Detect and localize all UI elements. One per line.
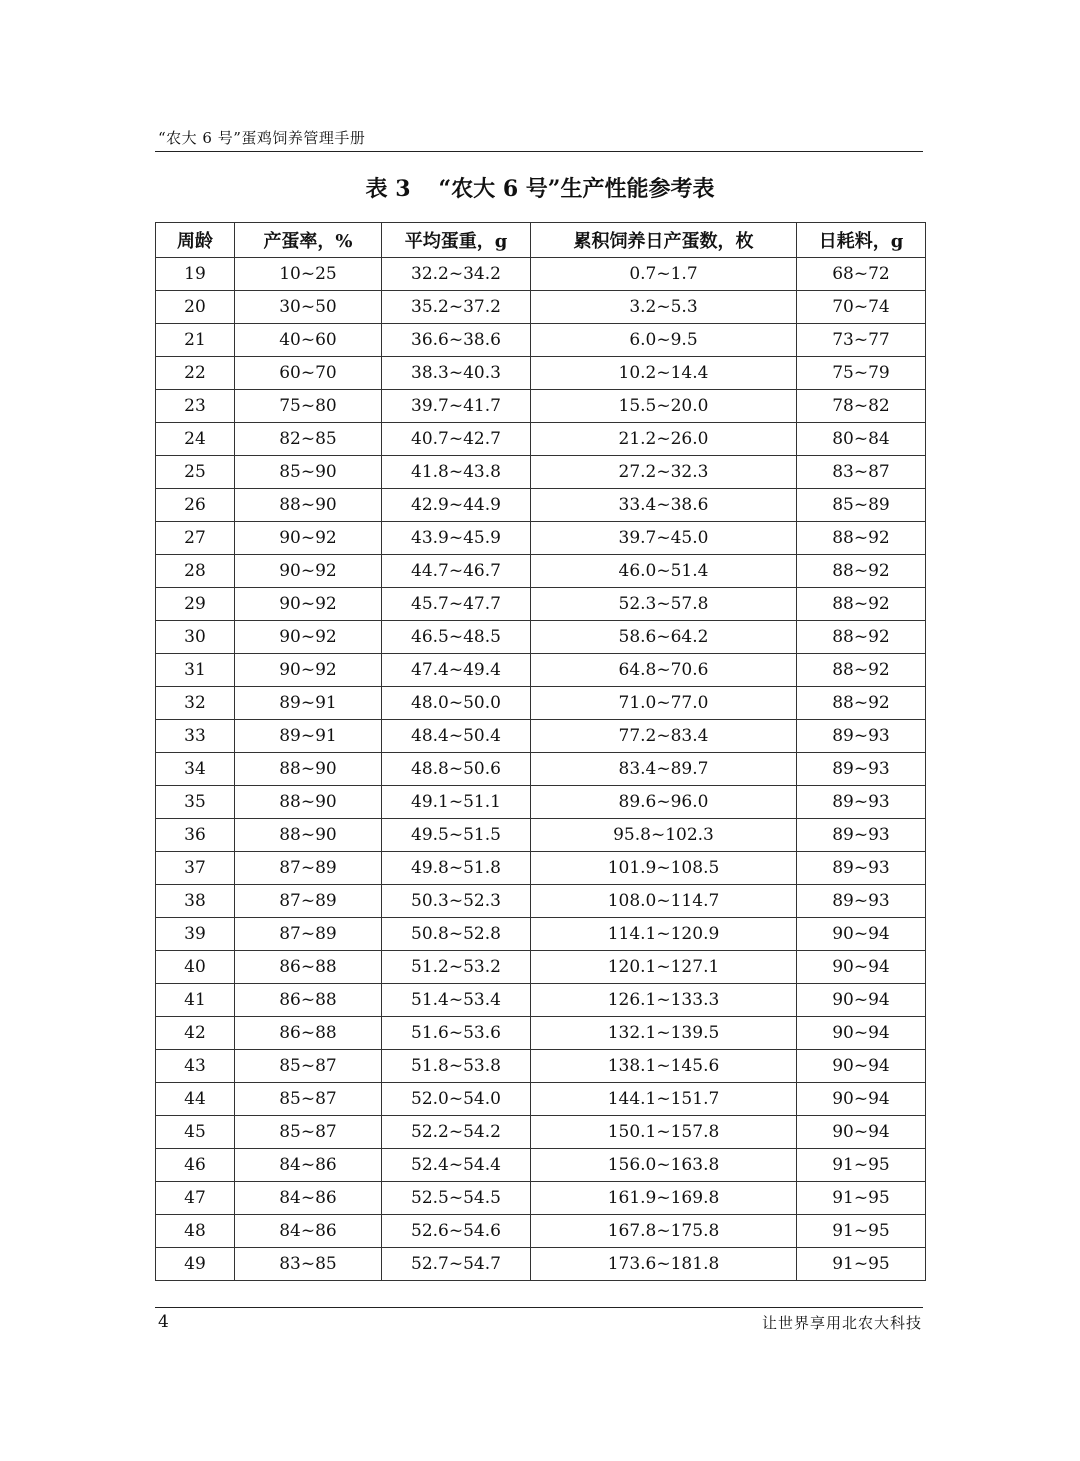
table-row xyxy=(156,1182,926,1215)
table-cell-cumulative-eggs: 101.9~108.5 xyxy=(531,852,797,885)
table-cell-daily-feed: 88~92 xyxy=(797,621,926,654)
table-row xyxy=(156,357,926,390)
table-cell-avg-egg-weight: 50.8~52.8 xyxy=(382,918,531,951)
table-cell-daily-feed: 88~92 xyxy=(797,588,926,621)
footer-slogan: 让世界享用北农大科技 xyxy=(761,1314,922,1332)
table-cell-laying-rate: 86~88 xyxy=(235,1017,382,1050)
table-cell-daily-feed: 91~95 xyxy=(797,1182,926,1215)
table-cell-week-age: 27 xyxy=(156,522,235,555)
table-cell-daily-feed: 90~94 xyxy=(797,951,926,984)
table-cell-laying-rate: 85~87 xyxy=(235,1083,382,1116)
table-cell-week-age: 35 xyxy=(156,786,235,819)
table-cell-week-age: 44 xyxy=(156,1083,235,1116)
table-cell-cumulative-eggs: 156.0~163.8 xyxy=(531,1149,797,1182)
table-row xyxy=(156,1149,926,1182)
table-cell-daily-feed: 89~93 xyxy=(797,786,926,819)
column-header-week-age: 周龄 xyxy=(156,223,235,258)
table-cell-laying-rate: 88~90 xyxy=(235,819,382,852)
table-cell-daily-feed: 89~93 xyxy=(797,720,926,753)
table-cell-daily-feed: 88~92 xyxy=(797,654,926,687)
table-cell-daily-feed: 91~95 xyxy=(797,1248,926,1281)
table-body xyxy=(156,258,926,1281)
table-cell-avg-egg-weight: 51.2~53.2 xyxy=(382,951,531,984)
table-cell-cumulative-eggs: 64.8~70.6 xyxy=(531,654,797,687)
running-header: “农大 6 号”蛋鸡饲养管理手册 xyxy=(158,129,366,147)
table-row xyxy=(156,1083,926,1116)
column-header-avg-egg-weight: 平均蛋重，g xyxy=(382,223,531,258)
table-cell-laying-rate: 86~88 xyxy=(235,984,382,1017)
table-row xyxy=(156,390,926,423)
table-cell-daily-feed: 75~79 xyxy=(797,357,926,390)
table-cell-daily-feed: 83~87 xyxy=(797,456,926,489)
column-header-laying-rate: 产蛋率，% xyxy=(235,223,382,258)
table-row xyxy=(156,852,926,885)
table-cell-avg-egg-weight: 52.4~54.4 xyxy=(382,1149,531,1182)
table-cell-cumulative-eggs: 150.1~157.8 xyxy=(531,1116,797,1149)
table-cell-laying-rate: 84~86 xyxy=(235,1215,382,1248)
table-cell-week-age: 19 xyxy=(156,258,235,291)
table-cell-laying-rate: 86~88 xyxy=(235,951,382,984)
table-row xyxy=(156,291,926,324)
table-cell-week-age: 23 xyxy=(156,390,235,423)
table-cell-avg-egg-weight: 48.4~50.4 xyxy=(382,720,531,753)
table-cell-laying-rate: 87~89 xyxy=(235,885,382,918)
table-cell-laying-rate: 90~92 xyxy=(235,555,382,588)
table-cell-cumulative-eggs: 138.1~145.6 xyxy=(531,1050,797,1083)
table-cell-daily-feed: 89~93 xyxy=(797,753,926,786)
table-cell-week-age: 43 xyxy=(156,1050,235,1083)
table-cell-avg-egg-weight: 41.8~43.8 xyxy=(382,456,531,489)
table-cell-laying-rate: 87~89 xyxy=(235,918,382,951)
table-row xyxy=(156,753,926,786)
table-cell-cumulative-eggs: 108.0~114.7 xyxy=(531,885,797,918)
table-cell-laying-rate: 88~90 xyxy=(235,786,382,819)
table-row xyxy=(156,1116,926,1149)
table-cell-daily-feed: 90~94 xyxy=(797,918,926,951)
table-row xyxy=(156,1050,926,1083)
table-cell-laying-rate: 30~50 xyxy=(235,291,382,324)
table-cell-week-age: 24 xyxy=(156,423,235,456)
table-cell-laying-rate: 89~91 xyxy=(235,687,382,720)
table-cell-week-age: 26 xyxy=(156,489,235,522)
table-cell-week-age: 40 xyxy=(156,951,235,984)
table-cell-week-age: 30 xyxy=(156,621,235,654)
table-cell-avg-egg-weight: 40.7~42.7 xyxy=(382,423,531,456)
table-row xyxy=(156,522,926,555)
table-cell-daily-feed: 88~92 xyxy=(797,522,926,555)
table-row xyxy=(156,885,926,918)
table-row xyxy=(156,1017,926,1050)
table-cell-week-age: 33 xyxy=(156,720,235,753)
table-cell-laying-rate: 90~92 xyxy=(235,522,382,555)
table-cell-week-age: 38 xyxy=(156,885,235,918)
table-cell-cumulative-eggs: 39.7~45.0 xyxy=(531,522,797,555)
table-cell-cumulative-eggs: 71.0~77.0 xyxy=(531,687,797,720)
table-row xyxy=(156,621,926,654)
table-cell-week-age: 46 xyxy=(156,1149,235,1182)
table-cell-daily-feed: 68~72 xyxy=(797,258,926,291)
table-cell-cumulative-eggs: 89.6~96.0 xyxy=(531,786,797,819)
table-cell-avg-egg-weight: 48.8~50.6 xyxy=(382,753,531,786)
table-cell-week-age: 34 xyxy=(156,753,235,786)
table-row xyxy=(156,687,926,720)
table-cell-week-age: 49 xyxy=(156,1248,235,1281)
table-cell-avg-egg-weight: 52.2~54.2 xyxy=(382,1116,531,1149)
table-cell-avg-egg-weight: 50.3~52.3 xyxy=(382,885,531,918)
table-cell-laying-rate: 87~89 xyxy=(235,852,382,885)
table-row xyxy=(156,258,926,291)
table-cell-avg-egg-weight: 49.1~51.1 xyxy=(382,786,531,819)
table-cell-laying-rate: 90~92 xyxy=(235,588,382,621)
table-cell-daily-feed: 90~94 xyxy=(797,1017,926,1050)
table-cell-daily-feed: 80~84 xyxy=(797,423,926,456)
table-row xyxy=(156,489,926,522)
table-cell-avg-egg-weight: 49.8~51.8 xyxy=(382,852,531,885)
performance-table xyxy=(155,222,926,1281)
table-cell-daily-feed: 88~92 xyxy=(797,555,926,588)
table-cell-avg-egg-weight: 51.8~53.8 xyxy=(382,1050,531,1083)
table-cell-laying-rate: 85~87 xyxy=(235,1116,382,1149)
table-cell-avg-egg-weight: 46.5~48.5 xyxy=(382,621,531,654)
table-cell-cumulative-eggs: 15.5~20.0 xyxy=(531,390,797,423)
table-cell-week-age: 32 xyxy=(156,687,235,720)
table-cell-week-age: 28 xyxy=(156,555,235,588)
table-cell-laying-rate: 60~70 xyxy=(235,357,382,390)
table-cell-avg-egg-weight: 51.4~53.4 xyxy=(382,984,531,1017)
table-title-text: “农大 6 号”生产性能参考表 xyxy=(438,176,715,202)
table-cell-avg-egg-weight: 36.6~38.6 xyxy=(382,324,531,357)
table-cell-laying-rate: 84~86 xyxy=(235,1149,382,1182)
table-cell-cumulative-eggs: 46.0~51.4 xyxy=(531,555,797,588)
table-cell-cumulative-eggs: 3.2~5.3 xyxy=(531,291,797,324)
table-cell-laying-rate: 83~85 xyxy=(235,1248,382,1281)
table-cell-cumulative-eggs: 114.1~120.9 xyxy=(531,918,797,951)
table-cell-avg-egg-weight: 45.7~47.7 xyxy=(382,588,531,621)
table-cell-daily-feed: 88~92 xyxy=(797,687,926,720)
table-header-row xyxy=(156,223,926,258)
table-cell-cumulative-eggs: 52.3~57.8 xyxy=(531,588,797,621)
table-cell-cumulative-eggs: 173.6~181.8 xyxy=(531,1248,797,1281)
table-cell-cumulative-eggs: 6.0~9.5 xyxy=(531,324,797,357)
table-row xyxy=(156,1248,926,1281)
table-cell-week-age: 37 xyxy=(156,852,235,885)
table-row xyxy=(156,1215,926,1248)
table-cell-daily-feed: 70~74 xyxy=(797,291,926,324)
table-cell-daily-feed: 85~89 xyxy=(797,489,926,522)
table-row xyxy=(156,456,926,489)
table-cell-avg-egg-weight: 51.6~53.6 xyxy=(382,1017,531,1050)
table-cell-laying-rate: 82~85 xyxy=(235,423,382,456)
table-cell-avg-egg-weight: 48.0~50.0 xyxy=(382,687,531,720)
table-row xyxy=(156,786,926,819)
column-header-daily-feed: 日耗料，g xyxy=(797,223,926,258)
table-cell-cumulative-eggs: 95.8~102.3 xyxy=(531,819,797,852)
page-number: 4 xyxy=(158,1312,169,1332)
table-cell-daily-feed: 89~93 xyxy=(797,852,926,885)
table-row xyxy=(156,588,926,621)
table-row xyxy=(156,819,926,852)
table-cell-avg-egg-weight: 47.4~49.4 xyxy=(382,654,531,687)
table-cell-week-age: 48 xyxy=(156,1215,235,1248)
table-cell-week-age: 47 xyxy=(156,1182,235,1215)
table-cell-avg-egg-weight: 52.6~54.6 xyxy=(382,1215,531,1248)
column-header-cumulative-eggs: 累积饲养日产蛋数，枚 xyxy=(531,223,797,258)
table-title-number: 表 3 xyxy=(365,176,411,202)
table-cell-daily-feed: 90~94 xyxy=(797,1083,926,1116)
table-cell-week-age: 29 xyxy=(156,588,235,621)
table-cell-cumulative-eggs: 21.2~26.0 xyxy=(531,423,797,456)
table-cell-laying-rate: 75~80 xyxy=(235,390,382,423)
table-row xyxy=(156,654,926,687)
table-cell-daily-feed: 89~93 xyxy=(797,885,926,918)
table-row xyxy=(156,324,926,357)
table-cell-cumulative-eggs: 161.9~169.8 xyxy=(531,1182,797,1215)
table-cell-week-age: 41 xyxy=(156,984,235,1017)
table-cell-avg-egg-weight: 38.3~40.3 xyxy=(382,357,531,390)
header-rule xyxy=(155,151,923,152)
table-cell-laying-rate: 88~90 xyxy=(235,753,382,786)
table-cell-cumulative-eggs: 126.1~133.3 xyxy=(531,984,797,1017)
table-cell-week-age: 25 xyxy=(156,456,235,489)
table-cell-cumulative-eggs: 120.1~127.1 xyxy=(531,951,797,984)
table-row xyxy=(156,720,926,753)
table-cell-laying-rate: 89~91 xyxy=(235,720,382,753)
table-cell-daily-feed: 90~94 xyxy=(797,1116,926,1149)
table-cell-avg-egg-weight: 52.5~54.5 xyxy=(382,1182,531,1215)
table-cell-avg-egg-weight: 49.5~51.5 xyxy=(382,819,531,852)
table-cell-avg-egg-weight: 32.2~34.2 xyxy=(382,258,531,291)
table-cell-avg-egg-weight: 39.7~41.7 xyxy=(382,390,531,423)
table-cell-avg-egg-weight: 52.0~54.0 xyxy=(382,1083,531,1116)
table-cell-daily-feed: 78~82 xyxy=(797,390,926,423)
table-cell-week-age: 22 xyxy=(156,357,235,390)
table-cell-week-age: 45 xyxy=(156,1116,235,1149)
table-cell-cumulative-eggs: 27.2~32.3 xyxy=(531,456,797,489)
table-cell-laying-rate: 88~90 xyxy=(235,489,382,522)
table-row xyxy=(156,984,926,1017)
footer-rule xyxy=(155,1307,923,1308)
table-cell-week-age: 31 xyxy=(156,654,235,687)
table-cell-avg-egg-weight: 42.9~44.9 xyxy=(382,489,531,522)
table-cell-week-age: 21 xyxy=(156,324,235,357)
table-cell-avg-egg-weight: 35.2~37.2 xyxy=(382,291,531,324)
table-row xyxy=(156,555,926,588)
table-cell-laying-rate: 40~60 xyxy=(235,324,382,357)
table-cell-week-age: 39 xyxy=(156,918,235,951)
table-row xyxy=(156,918,926,951)
table-cell-cumulative-eggs: 132.1~139.5 xyxy=(531,1017,797,1050)
table-cell-daily-feed: 89~93 xyxy=(797,819,926,852)
table-cell-week-age: 42 xyxy=(156,1017,235,1050)
table-cell-laying-rate: 85~87 xyxy=(235,1050,382,1083)
table-cell-laying-rate: 85~90 xyxy=(235,456,382,489)
table-cell-cumulative-eggs: 77.2~83.4 xyxy=(531,720,797,753)
table-row xyxy=(156,951,926,984)
table-cell-laying-rate: 90~92 xyxy=(235,621,382,654)
table-cell-cumulative-eggs: 167.8~175.8 xyxy=(531,1215,797,1248)
table-cell-cumulative-eggs: 0.7~1.7 xyxy=(531,258,797,291)
table-cell-cumulative-eggs: 33.4~38.6 xyxy=(531,489,797,522)
table-cell-avg-egg-weight: 52.7~54.7 xyxy=(382,1248,531,1281)
table-cell-week-age: 20 xyxy=(156,291,235,324)
table-cell-avg-egg-weight: 43.9~45.9 xyxy=(382,522,531,555)
table-cell-cumulative-eggs: 144.1~151.7 xyxy=(531,1083,797,1116)
table-cell-cumulative-eggs: 58.6~64.2 xyxy=(531,621,797,654)
table-cell-daily-feed: 91~95 xyxy=(797,1149,926,1182)
table-cell-cumulative-eggs: 10.2~14.4 xyxy=(531,357,797,390)
table-cell-cumulative-eggs: 83.4~89.7 xyxy=(531,753,797,786)
table-cell-daily-feed: 90~94 xyxy=(797,984,926,1017)
table-cell-laying-rate: 84~86 xyxy=(235,1182,382,1215)
table-cell-daily-feed: 91~95 xyxy=(797,1215,926,1248)
table-cell-laying-rate: 10~25 xyxy=(235,258,382,291)
table-cell-avg-egg-weight: 44.7~46.7 xyxy=(382,555,531,588)
table-row xyxy=(156,423,926,456)
table-cell-week-age: 36 xyxy=(156,819,235,852)
table-cell-daily-feed: 73~77 xyxy=(797,324,926,357)
table-title xyxy=(155,172,925,203)
table-cell-laying-rate: 90~92 xyxy=(235,654,382,687)
table-cell-daily-feed: 90~94 xyxy=(797,1050,926,1083)
